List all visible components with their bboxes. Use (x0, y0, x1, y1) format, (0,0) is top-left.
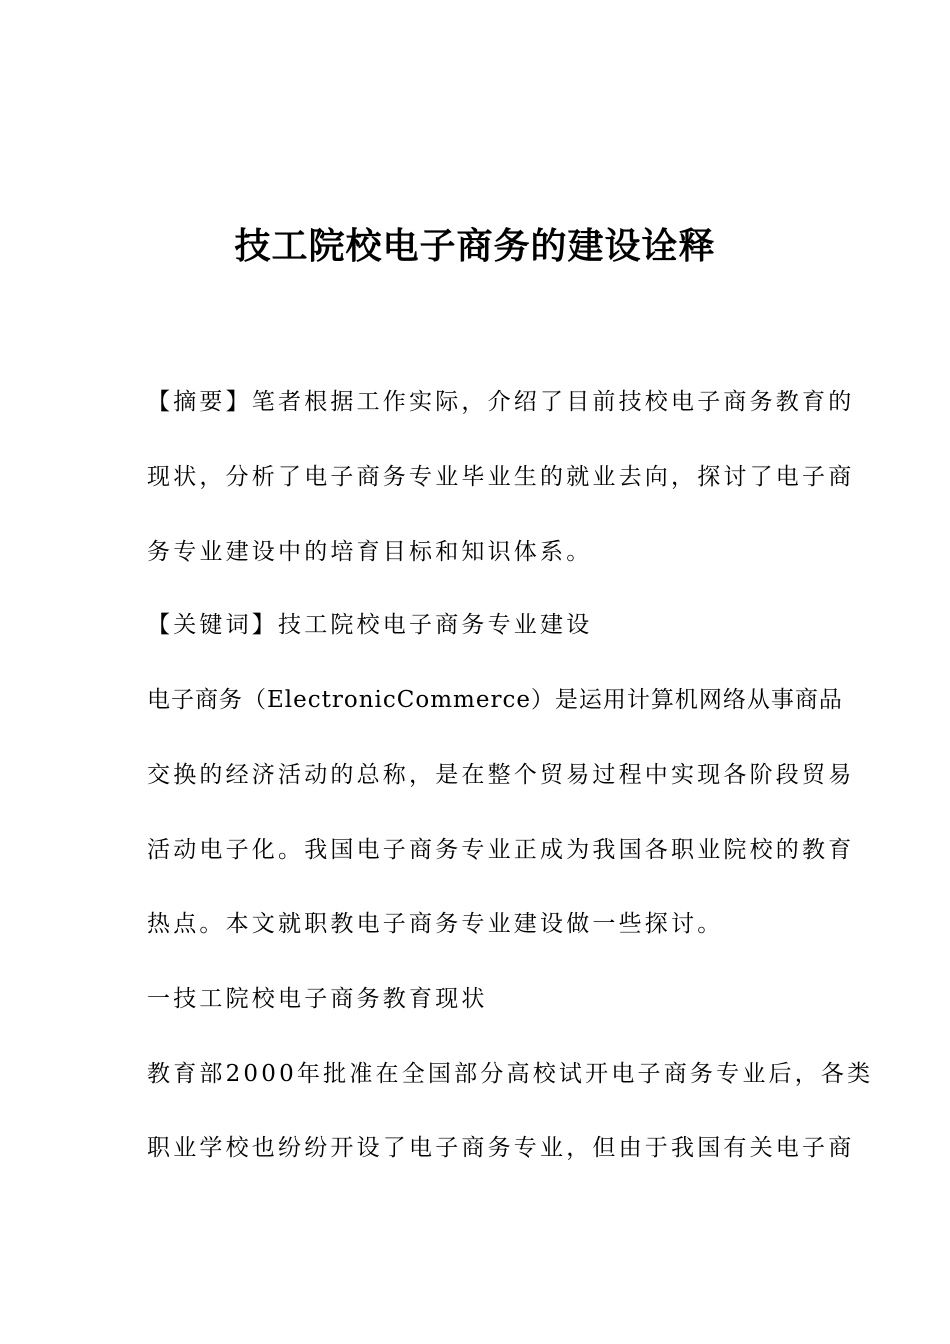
abstract-line-2: 现状，分析了电子商务专业毕业生的就业去向，探讨了电子商 (147, 464, 855, 490)
body-paragraph-line-4: 热点。本文就职教电子商务专业建设做一些探讨。 (147, 911, 724, 937)
document-title: 技工院校电子商务的建设诠释 (234, 226, 716, 267)
section-body-line-2: 职业学校也纷纷开设了电子商务专业，但由于我国有关电子商 (147, 1135, 855, 1161)
body-paragraph-line-2: 交换的经济活动的总称，是在整个贸易过程中实现各阶段贸易 (147, 762, 855, 788)
body-paragraph-line-1: 电子商务（ElectronicCommerce）是运用计算机网络从事商品 (147, 687, 843, 713)
abstract-line-3: 务专业建设中的培育目标和知识体系。 (147, 539, 593, 565)
section-heading: 一技工院校电子商务教育现状 (147, 986, 488, 1012)
body-paragraph-line-3: 活动电子化。我国电子商务专业正成为我国各职业院校的教育 (147, 837, 855, 863)
section-body-line-1: 教育部2000年批准在全国部分高校试开电子商务专业后，各类 (147, 1061, 874, 1087)
abstract-line-1: 【摘要】笔者根据工作实际，介绍了目前技校电子商务教育的 (147, 389, 855, 415)
keywords-line: 【关键词】技工院校电子商务专业建设 (147, 612, 593, 638)
